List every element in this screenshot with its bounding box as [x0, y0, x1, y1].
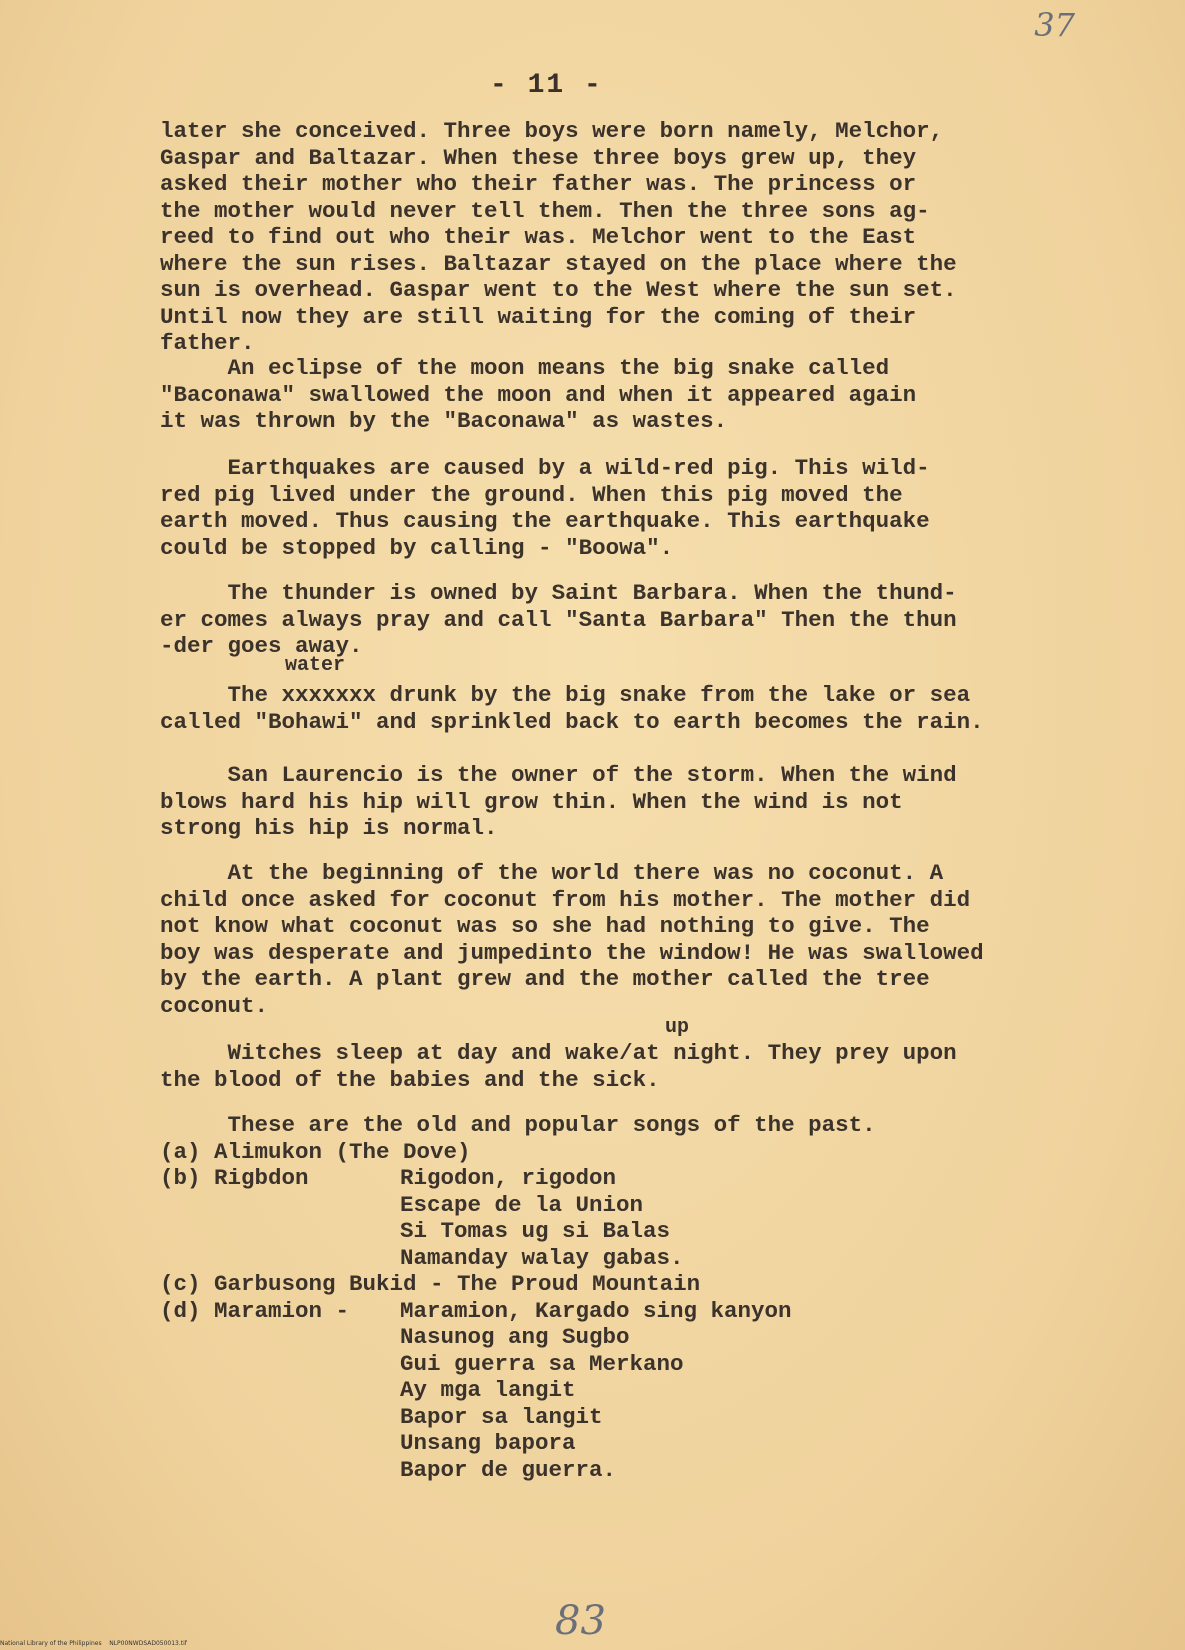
text-line: An eclipse of the moon means the big snake called	[160, 355, 890, 381]
song-row	[160, 1165, 1060, 1192]
text-line: the mother would never tell them. Then the three sons ag-	[160, 197, 930, 224]
text-line: strong his hip is normal.	[160, 815, 498, 841]
text-line: called "Bohawi" and sprinkled back to earth becomes the rain.	[160, 708, 984, 735]
song-row	[160, 1457, 1060, 1484]
songs-list	[160, 1112, 1060, 1483]
song-row	[160, 1324, 1060, 1351]
song-row	[160, 1377, 1060, 1404]
paragraph-earthquake	[160, 455, 1110, 561]
song-lyric: Ay mga langit	[400, 1377, 576, 1403]
song-title	[160, 1351, 400, 1378]
song-title: (a) Alimukon (The Dove)	[160, 1138, 471, 1165]
paragraph-thunder	[160, 580, 1110, 660]
song-row	[160, 1298, 1060, 1325]
text-line: earth moved. Thus causing the earthquake. This earthquake	[160, 508, 930, 534]
text-line: "Baconawa" swallowed the moon and when it appeared again	[160, 381, 917, 408]
song-title	[160, 1377, 400, 1404]
text-line: by the earth. A plant grew and the mother called the tree	[160, 966, 930, 992]
song-row	[160, 1430, 1060, 1457]
text-line: Witches sleep at day and wake/at night. They prey upon	[160, 1040, 957, 1066]
text-line: San Laurencio is the owner of the storm. When the wind	[160, 762, 957, 788]
song-title	[160, 1218, 400, 1245]
text-line: er comes always pray and call "Santa Barbara" Then the thun	[160, 606, 957, 633]
text-line: the blood of the babies and the sick.	[160, 1066, 660, 1093]
song-lyric: Nasunog ang Sugbo	[400, 1324, 630, 1350]
text-line: blows hard his hip will grow thin. When the wind is not	[160, 788, 903, 815]
handwritten-insertion-up: up	[665, 1016, 690, 1039]
song-lyric: Maramion, Kargado sing kanyon	[400, 1297, 792, 1324]
paragraph-rain	[160, 682, 1110, 735]
songs-intro: These are the old and popular songs of the past.	[160, 1112, 876, 1138]
song-title	[160, 1430, 400, 1457]
song-title: (c) Garbusong Bukid - The Proud Mountain	[160, 1271, 701, 1297]
text-line: At the beginning of the world there was no coconut. A	[160, 860, 944, 886]
song-title	[160, 1245, 400, 1272]
text-line: boy was desperate and jumpedinto the window! He was swallowed	[160, 939, 984, 966]
paragraph-coconut	[160, 860, 1110, 1019]
text-line: Gaspar and Baltazar. When these three boys grew up, they	[160, 144, 917, 171]
song-lyric: Gui guerra sa Merkano	[400, 1350, 684, 1377]
text-line: coconut.	[160, 992, 269, 1019]
text-line: Earthquakes are caused by a wild-red pig. This wild-	[160, 455, 930, 481]
song-row	[160, 1271, 1060, 1298]
song-title: (d) Maramion -	[160, 1297, 350, 1324]
text-line: reed to find out who their was. Melchor went to the East	[160, 224, 917, 250]
song-lyric: Si Tomas ug si Balas	[400, 1218, 671, 1244]
song-lyric: Unsang bapora	[400, 1430, 576, 1456]
song-row	[160, 1245, 1060, 1272]
paragraph-melchor	[160, 118, 1110, 357]
text-line: red pig lived under the ground. When this pig moved the	[160, 481, 903, 508]
song-lyric: Rigodon, rigodon	[400, 1165, 617, 1191]
text-line: Until now they are still waiting for the coming of their	[160, 303, 917, 330]
text-line: not know what coconut was so she had nothing to give. The	[160, 913, 930, 939]
paragraph-storm	[160, 762, 1110, 842]
text-line: sun is overhead. Gaspar went to the West where the sun set.	[160, 277, 957, 303]
text-line: -der goes away.	[160, 633, 363, 659]
handwritten-insertion-water: water	[285, 654, 346, 677]
text-line: child once asked for coconut from his mother. The mother did	[160, 886, 971, 913]
song-row	[160, 1139, 1060, 1166]
paragraph-eclipse	[160, 355, 1110, 435]
text-line: could be stopped by calling - "Boowa".	[160, 534, 674, 561]
song-title	[160, 1192, 400, 1219]
text-line: The thunder is owned by Saint Barbara. When the thund-	[160, 580, 957, 606]
folio-annotation: 37	[1034, 6, 1075, 44]
paragraph-witches	[160, 1040, 1110, 1093]
song-lyric: Namanday walay gabas.	[400, 1244, 684, 1271]
page-number: - 11 -	[490, 70, 603, 101]
text-line: it was thrown by the "Baconawa" as wastes.	[160, 408, 728, 434]
song-lyric: Bapor sa langit	[400, 1403, 603, 1430]
song-lyric: Escape de la Union	[400, 1191, 644, 1218]
song-title	[160, 1457, 400, 1484]
bottom-page-annotation: 83	[555, 1598, 606, 1644]
text-line: where the sun rises. Baltazar stayed on the place where the	[160, 250, 957, 277]
song-lyric: Bapor de guerra.	[400, 1456, 617, 1483]
text-line: The xxxxxxx drunk by the big snake from the lake or sea	[160, 682, 971, 708]
song-title	[160, 1324, 400, 1351]
text-line: asked their mother who their father was. The princess or	[160, 171, 917, 197]
song-title	[160, 1404, 400, 1431]
song-row	[160, 1192, 1060, 1219]
archive-footer: National Library of the Philippines NLP00NWDSAD050013.tif	[0, 1640, 187, 1647]
song-row	[160, 1218, 1060, 1245]
song-row	[160, 1404, 1060, 1431]
song-row	[160, 1351, 1060, 1378]
song-title: (b) Rigbdon	[160, 1165, 309, 1191]
text-line: later she conceived. Three boys were born namely, Melchor,	[160, 118, 944, 144]
text-line: father.	[160, 330, 255, 356]
